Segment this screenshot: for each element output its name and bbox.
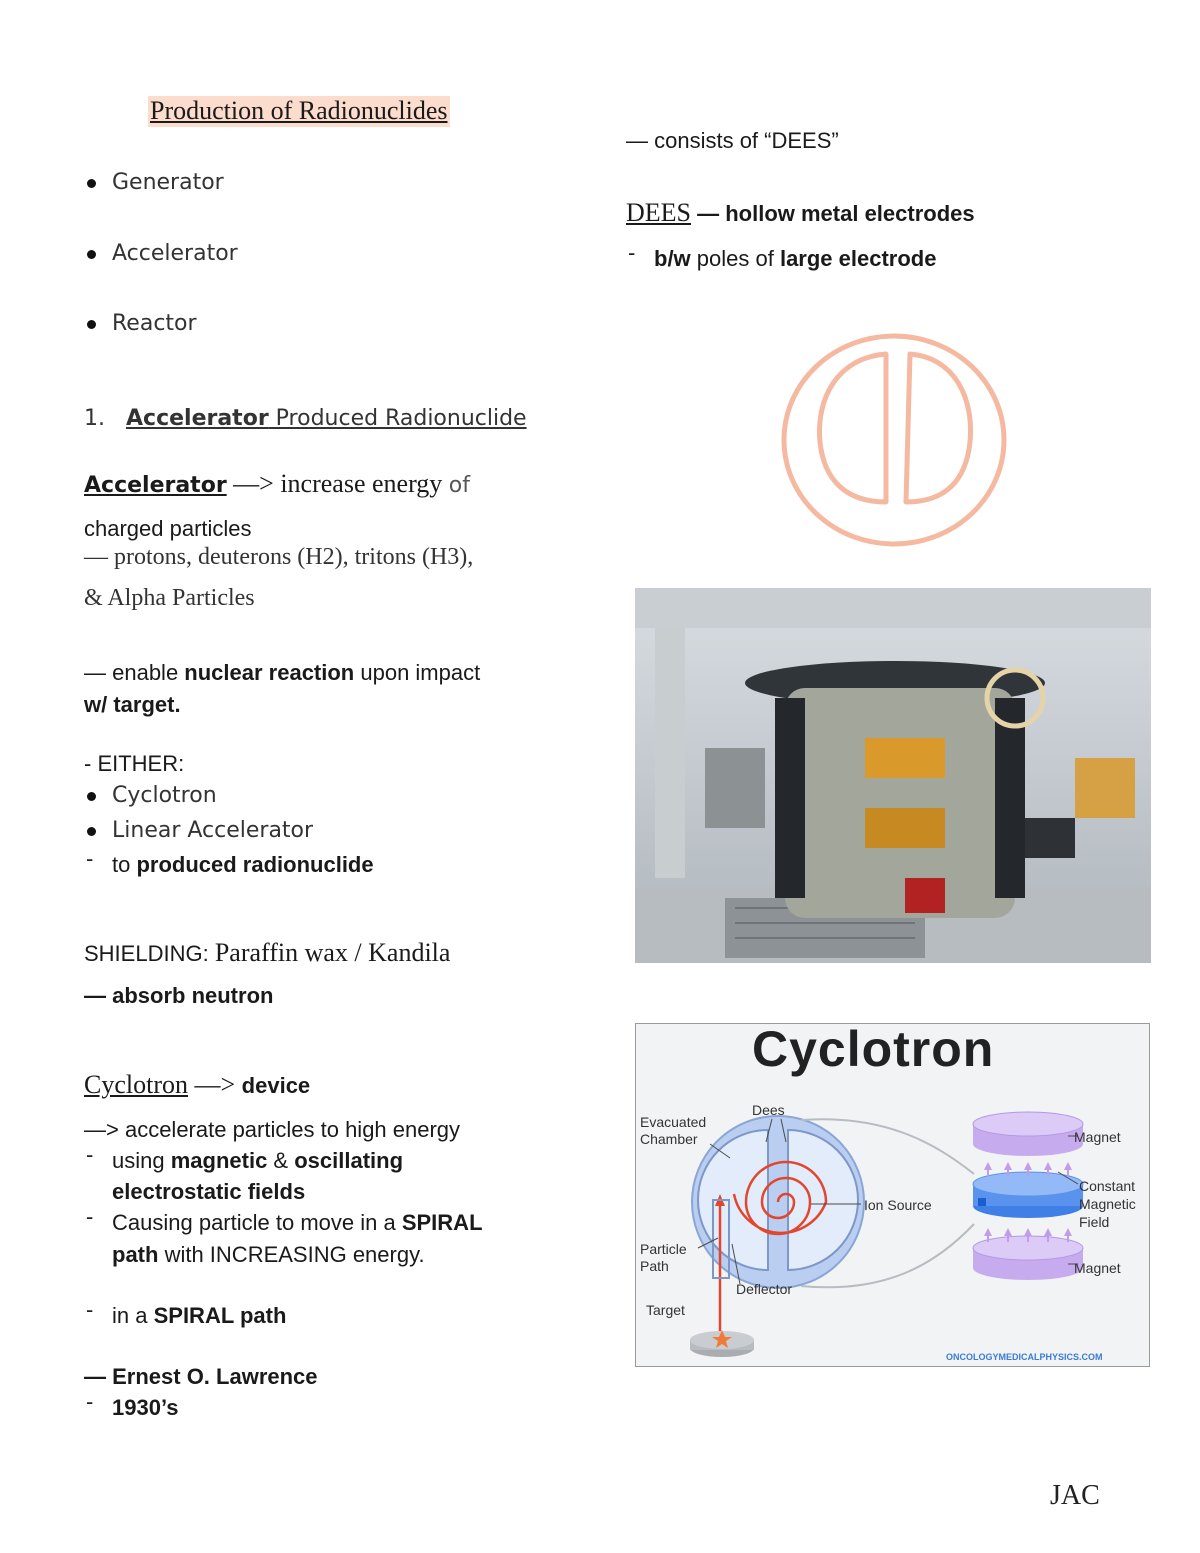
- list-item: Accelerator: [112, 241, 238, 266]
- bullet-icon: [87, 250, 96, 259]
- cyclotron-diagram: [635, 1023, 1150, 1367]
- cyclotron-definition: Cyclotron —> device: [84, 1070, 311, 1099]
- diagram-label: Deflector: [736, 1281, 793, 1297]
- cyclotron-line1: —> accelerate particles to high energy: [84, 1117, 461, 1142]
- consists-line: — consists of “DEES”: [626, 128, 839, 153]
- diagram-label: Magnet: [1074, 1260, 1121, 1276]
- bullet-icon: [87, 320, 96, 329]
- accelerator-line2: charged particles: [84, 516, 252, 541]
- list-item: Cyclotron: [112, 783, 217, 808]
- accelerator-definition: Accelerator —> increase energy of: [84, 469, 470, 498]
- diagram-label: Evacuated: [640, 1114, 707, 1130]
- diagram-label: Chamber: [640, 1131, 698, 1147]
- causing-line2: path with INCREASING energy.: [112, 1242, 425, 1267]
- inventor-line: — Ernest O. Lawrence: [84, 1364, 318, 1389]
- using-line2: electrostatic fields: [112, 1179, 306, 1204]
- list-item: Linear Accelerator: [112, 818, 314, 843]
- diagram-label: Ion Source: [864, 1197, 932, 1213]
- shielding-note: — absorb neutron: [84, 983, 274, 1008]
- either-label: - EITHER:: [84, 751, 185, 776]
- dash-bullet-icon: -: [86, 846, 94, 871]
- bullet-icon: [87, 792, 96, 801]
- list-item: Reactor: [112, 311, 197, 336]
- diagram-label: Target: [646, 1302, 685, 1318]
- dash-bullet-icon: -: [86, 1204, 94, 1229]
- spiral-line: in a SPIRAL path: [112, 1303, 287, 1328]
- footer-initials: JAC: [1050, 1480, 1100, 1511]
- dees-sketch: [776, 330, 1012, 552]
- particles-line2: & Alpha Particles: [84, 585, 255, 611]
- shielding-line: SHIELDING: Paraffin wax / Kandila: [84, 938, 451, 967]
- enable-line: — enable nuclear reaction upon impact: [84, 660, 481, 685]
- enable-line2: w/ target.: [84, 692, 181, 717]
- section-heading: 1. Accelerator Produced Radionuclide: [84, 406, 527, 431]
- dash-bullet-icon: -: [628, 240, 636, 265]
- diagram-label: Magnetic: [1079, 1196, 1136, 1212]
- diagram-label: Particle: [640, 1241, 687, 1257]
- dees-definition: DEES — hollow metal electrodes: [626, 198, 975, 227]
- dash-bullet-icon: -: [86, 1142, 94, 1167]
- to-produce-line: to produced radionuclide: [112, 852, 374, 877]
- particles-line1: — protons, deuterons (H2), tritons (H3),: [84, 544, 474, 570]
- bullet-icon: [87, 827, 96, 836]
- list-item: Generator: [112, 170, 224, 195]
- using-line: using magnetic & oscillating: [112, 1148, 404, 1173]
- bullet-icon: [87, 179, 96, 188]
- causing-line: Causing particle to move in a SPIRAL: [112, 1210, 483, 1235]
- cyclotron-photo: [635, 588, 1151, 963]
- dash-bullet-icon: -: [86, 1297, 94, 1322]
- diagram-label: Constant: [1079, 1178, 1136, 1194]
- diagram-label: Field: [1079, 1214, 1110, 1230]
- diagram-label: Path: [640, 1258, 669, 1274]
- dash-bullet-icon: -: [86, 1389, 94, 1414]
- diagram-credit: ONCOLOGYMEDICALPHYSICS.COM: [946, 1352, 1103, 1362]
- year-line: 1930’s: [112, 1395, 179, 1420]
- diagram-title: Cyclotron: [752, 1021, 995, 1077]
- diagram-label: Magnet: [1074, 1129, 1121, 1145]
- page-title: Production of Radionuclides: [150, 96, 448, 125]
- diagram-label: Dees: [752, 1102, 785, 1118]
- bw-line: b/w poles of large electrode: [654, 246, 937, 271]
